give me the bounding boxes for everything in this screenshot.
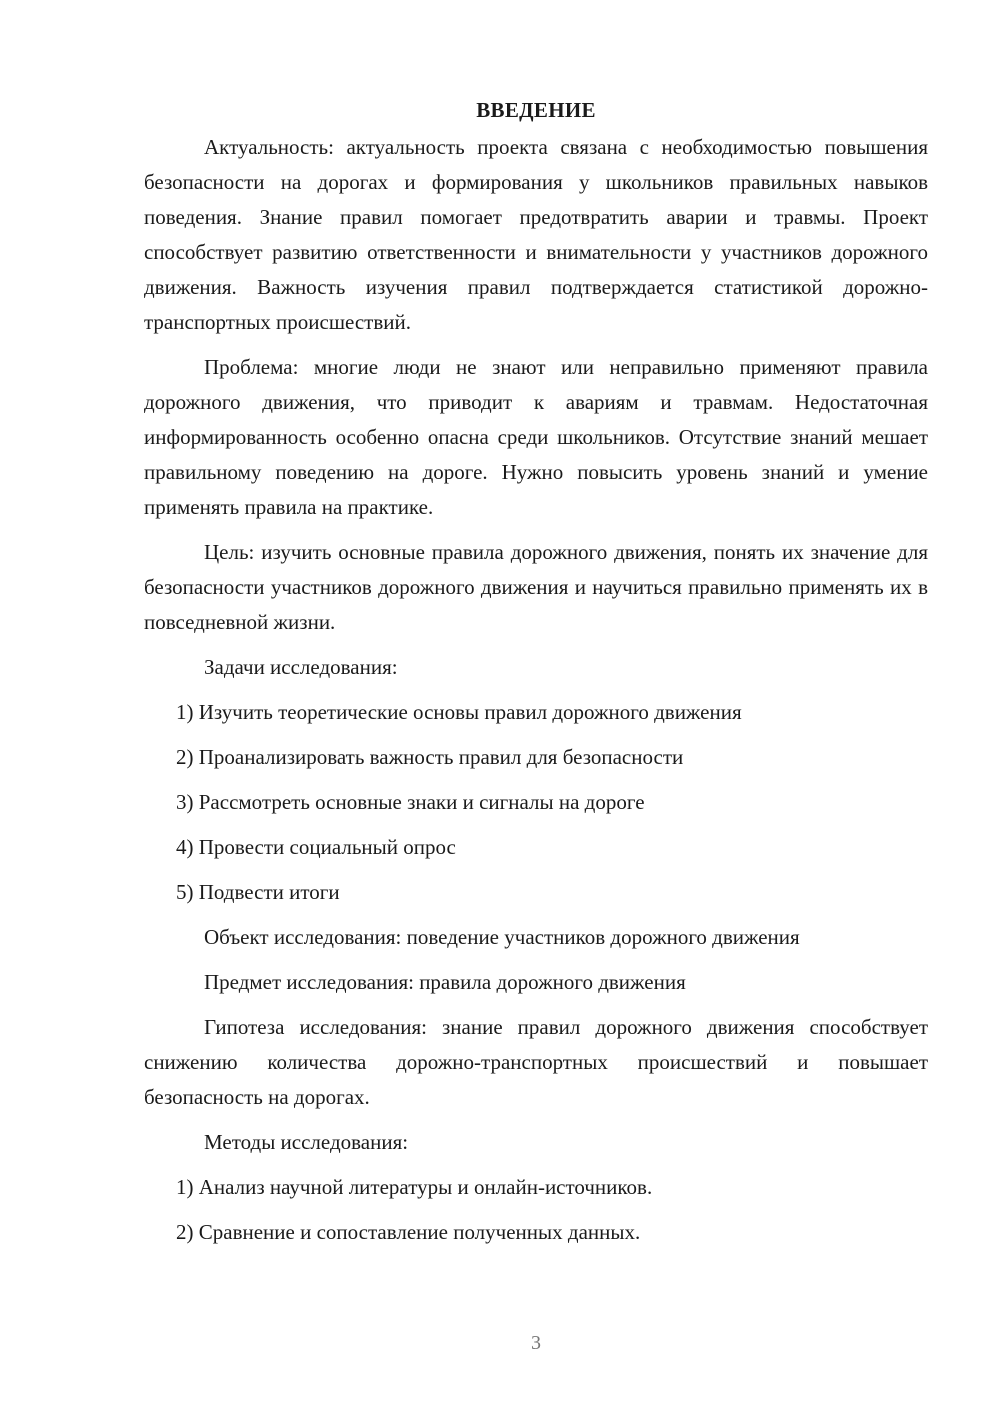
research-object: Объект исследования: поведение участников дорожного движения [204, 925, 800, 949]
list-item: 1) Анализ научной литературы и онлайн-источников. [176, 1175, 653, 1199]
list-item: 4) Провести социальный опрос [176, 835, 456, 859]
tasks-list [144, 695, 928, 910]
hypothesis-paragraph: Гипотеза исследования: знание правил дорожного движения способствует снижению количества дорожно-транспортных происшествий и повышает безопасность на дорогах. [144, 1015, 928, 1109]
list-item: 2) Проанализировать важность правил для безопасности [176, 745, 684, 769]
list-item: 2) Сравнение и сопоставление полученных данных. [176, 1220, 641, 1244]
section-title: ВВЕДЕНИЕ [476, 98, 596, 122]
methods-list [144, 1170, 928, 1250]
tasks-heading: Задачи исследования: [204, 655, 398, 679]
problem-paragraph: Проблема: многие люди не знают или неправильно применяют правила дорожного движения, что приводит к авариям и травмам. Недостаточная информированность особенно опасна среди школьников. Отсутствие знаний мешает правильному поведению на дороге. Нужно повысить уровень знаний и умение применять правила на практике. [144, 355, 928, 519]
list-item: 5) Подвести итоги [176, 880, 340, 904]
list-item: 3) Рассмотреть основные знаки и сигналы на дороге [176, 790, 645, 814]
page-number: 3 [531, 1332, 541, 1354]
methods-heading: Методы исследования: [204, 1130, 409, 1154]
goal-paragraph: Цель: изучить основные правила дорожного движения, понять их значение для безопасности участников дорожного движения и научиться правильно применять их в повседневной жизни. [144, 540, 928, 634]
document-page [144, 90, 928, 1260]
list-item: 1) Изучить теоретические основы правил дорожного движения [176, 700, 742, 724]
research-subject: Предмет исследования: правила дорожного движения [204, 970, 686, 994]
relevance-paragraph: Актуальность: актуальность проекта связана с необходимостью повышения безопасности на дорогах и формирования у школьников правильных навыков поведения. Знание правил помогает предотвратить аварии и травмы. Проект способствует развитию ответственности и внимательности у участников дорожного движения. Важность изучения правил подтверждается статистикой дорожно-транспортных происшествий. [144, 135, 928, 334]
